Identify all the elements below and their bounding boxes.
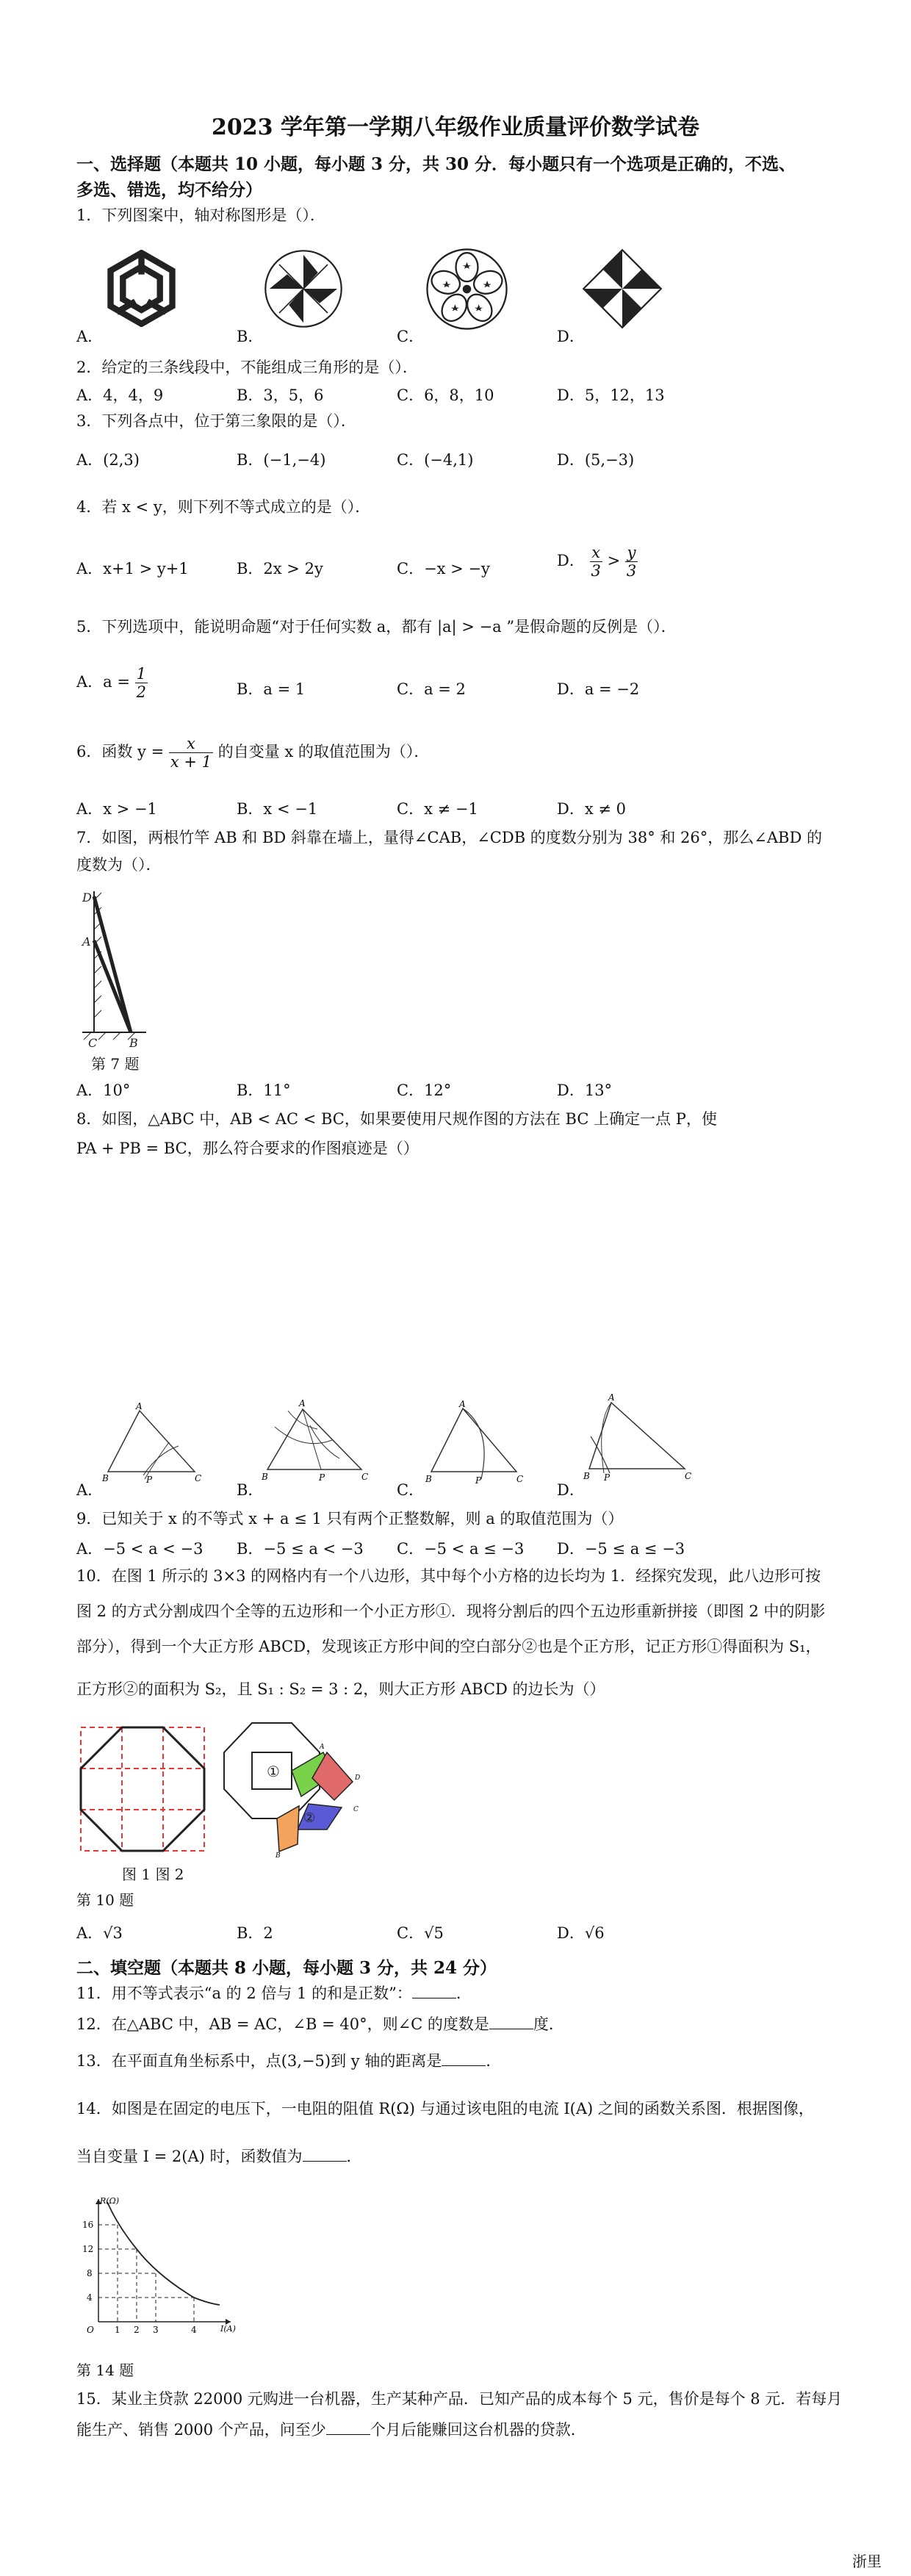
- q8-figure-c: [422, 1400, 525, 1486]
- q10-stem-line1: 10．在图 1 所示的 3×3 的网格内有一个八边形，其中每个小方格的边长均为 1．经探究发现，此八边形可按: [76, 1567, 821, 1585]
- q5-opta-num: 1: [136, 665, 147, 683]
- q6-option-a[interactable]: A．x > −1: [76, 800, 157, 818]
- q4-option-d[interactable]: [557, 544, 638, 580]
- q14-x-tick-3: 3: [153, 2325, 159, 2333]
- q13-end: ．: [486, 2052, 502, 2070]
- q4-stem: 4．若 x < y，则下列不等式成立的是（）．: [76, 498, 371, 516]
- q12-answer-blank[interactable]: [489, 2014, 533, 2029]
- q8b-label-a: A: [299, 1398, 306, 1408]
- q10-stem-line4: 正方形②的面积为 S₂，且 S₁ : S₂ = 3 : 2，则大正方形 ABCD 的边长为（）: [76, 1680, 605, 1698]
- q5-option-b[interactable]: B．a = 1: [237, 680, 306, 698]
- q4-optd-num2: y: [625, 544, 638, 562]
- q8-figure-d: [582, 1392, 692, 1486]
- q5-stem: 5．下列选项中，能说明命题“对于任何实数 a，都有 |a| > −a ”是假命题的反例是（）．: [76, 618, 677, 636]
- q4-option-a[interactable]: A．x+1 > y+1: [76, 560, 189, 578]
- q1-option-d[interactable]: D．: [557, 328, 585, 345]
- q8c-label-a: A: [459, 1400, 466, 1409]
- q8a-label-p: P: [146, 1475, 153, 1485]
- q14-y-tick-8: 8: [87, 2268, 93, 2278]
- q8-option-c[interactable]: C．: [397, 1481, 425, 1499]
- q7-stem-line1: 7．如图，两根竹竿 AB 和 BD 斜靠在墙上，量得∠CAB，∠CDB 的度数分别为 38° 和 26°，那么∠ABD 的: [76, 829, 822, 846]
- q14-answer-blank[interactable]: [303, 2146, 347, 2162]
- q14-x-axis-label: I(A): [220, 2324, 236, 2333]
- q1-figure-c-flower: [425, 247, 509, 331]
- q6-stem: [76, 735, 429, 771]
- exam-title: 2023 学年第一学期八年级作业质量评价数学试卷: [212, 115, 699, 140]
- q14-origin: O: [87, 2325, 94, 2333]
- q13-line: [76, 2050, 501, 2072]
- q8c-label-b: B: [425, 1474, 432, 1484]
- q14-y-tick-16: 16: [82, 2220, 94, 2230]
- q7-option-c[interactable]: C．12°: [397, 1082, 452, 1099]
- section2-heading: 二、填空题（本题共 8 小题，每小题 3 分，共 24 分）: [76, 1958, 497, 1978]
- q1-stem: 1．下列图案中，轴对称图形是（）．: [76, 206, 325, 224]
- q10-mark-square2: ②: [303, 1810, 316, 1826]
- q6-stem-frac: [169, 735, 213, 771]
- q10-stem-line2: 图 2 的方式分割成四个全等的五边形和一个小正方形①．现将分割后的四个五边形重新拼接（即图 2 中的阴影: [76, 1602, 826, 1620]
- q5-option-a[interactable]: [76, 665, 148, 701]
- q12-line: [76, 2013, 564, 2035]
- q11-end: ．: [455, 1985, 472, 2002]
- q8a-label-b: B: [102, 1473, 109, 1483]
- q8b-label-c: C: [361, 1472, 369, 1482]
- q1-figure-b-pinwheel: [263, 248, 344, 329]
- q5-option-c[interactable]: C．a = 2: [397, 680, 466, 698]
- q3-option-b[interactable]: B．(−1,−4): [237, 451, 326, 469]
- q14-graph-r-vs-i: [76, 2193, 238, 2333]
- q5-opta-den: 2: [136, 683, 147, 701]
- q2-option-c[interactable]: C．6，8，10: [397, 386, 494, 404]
- q7-label-c: C: [88, 1036, 98, 1050]
- q4-option-d-frac2: [625, 544, 638, 580]
- q8d-label-p: P: [604, 1472, 611, 1483]
- q8-option-b[interactable]: B．: [237, 1481, 264, 1499]
- q4-optd-num1: x: [590, 544, 602, 562]
- q6-stem-den: x + 1: [170, 753, 212, 771]
- q9-option-b[interactable]: B．−5 ≤ a < −3: [237, 1540, 364, 1558]
- q10-figure2-pentagons: [217, 1719, 364, 1859]
- q12-end: 度．: [533, 2015, 564, 2033]
- q1-option-a[interactable]: A．: [76, 328, 104, 345]
- q3-option-c[interactable]: C．(−4,1): [397, 451, 474, 469]
- q4-optd-den2: 3: [626, 562, 637, 580]
- q3-stem: 3．下列各点中，位于第三象限的是（）．: [76, 412, 356, 430]
- q5-option-a-frac: [135, 665, 148, 701]
- q14-stem-line1: 14．如图是在固定的电压下，一电阻的阻值 R(Ω) 与通过该电阻的电流 I(A) 之间的函数关系图．根据图像，: [76, 2100, 814, 2118]
- q5-option-d[interactable]: D．a = −2: [557, 680, 640, 698]
- q14-line2: [76, 2145, 362, 2167]
- q8c-label-c: C: [516, 1474, 524, 1484]
- q10-option-c[interactable]: C．√5: [397, 1924, 444, 1942]
- q14-caption: 第 14 题: [76, 2361, 134, 2379]
- q10-option-a[interactable]: A．√3: [76, 1924, 123, 1942]
- q4-option-c[interactable]: C．−x > −y: [397, 560, 490, 578]
- q10-caption: 第 10 题: [76, 1891, 134, 1909]
- q7-label-d: D: [82, 891, 92, 904]
- q8b-label-b: B: [262, 1472, 268, 1482]
- q10-stem-line3: 部分），得到一个大正方形 ABCD，发现该正方形中间的空白部分②也是个正方形，记正方形①得面积为 S₁，: [76, 1638, 821, 1655]
- q8a-label-a: A: [136, 1402, 143, 1411]
- q12-stem: 12．在△ABC 中，AB = AC，∠B = 40°，则∠C 的度数是: [76, 2015, 489, 2033]
- q6-option-d[interactable]: D．x ≠ 0: [557, 800, 626, 818]
- q6-option-b[interactable]: B．x < −1: [237, 800, 318, 818]
- q8c-label-p: P: [475, 1475, 482, 1486]
- q4-option-b[interactable]: B．2x > 2y: [237, 560, 323, 578]
- q8-stem-line1: 8．如图，△ABC 中，AB < AC < BC，如果要使用尺规作图的方法在 BC 上确定一点 P，使: [76, 1110, 717, 1128]
- q8d-label-c: C: [685, 1471, 692, 1481]
- q7-label-b: B: [129, 1036, 138, 1050]
- q7-stem-line2: 度数为（）．: [76, 856, 162, 874]
- q9-stem: 9．已知关于 x 的不等式 x + a ≤ 1 只有两个正整数解，则 a 的取值范围为（）: [76, 1510, 624, 1528]
- q8d-label-a: A: [608, 1392, 615, 1403]
- q10-fig2-label-d: D: [355, 1774, 361, 1782]
- q6-option-c[interactable]: C．x ≠ −1: [397, 800, 478, 818]
- q1-figure-d-diamond: [582, 248, 663, 329]
- q15-answer-blank[interactable]: [326, 2420, 370, 2435]
- q10-fig2-label-a: A: [320, 1744, 325, 1751]
- q14-y-axis-label: R(Ω): [100, 2196, 119, 2206]
- q1-figure-a-hexagon-knot: [103, 250, 180, 327]
- q7-option-d[interactable]: D．13°: [557, 1082, 613, 1099]
- q4-optd-den1: 3: [591, 562, 601, 580]
- q6-stem-post: 的自变量 x 的取值范围为（）．: [217, 743, 430, 760]
- q11-stem: 11．用不等式表示“a 的 2 倍与 1 的和是正数”：: [76, 1985, 412, 2002]
- q14-stem-line2: 当自变量 I = 2(A) 时，函数值为: [76, 2148, 303, 2165]
- q9-option-c[interactable]: C．−5 < a ≤ −3: [397, 1540, 525, 1558]
- q15-stem-line1: 15．某业主贷款 22000 元购进一台机器，生产某种产品．已知产品的成本每个 5 元，售价是每个 8 元．若每月: [76, 2390, 843, 2408]
- q10-fig2-label-b: B: [276, 1852, 281, 1859]
- q6-stem-num: x: [169, 735, 213, 753]
- q8d-label-b: B: [583, 1471, 590, 1481]
- section1-heading: 一、选择题（本题共 10 小题，每小题 3 分，共 30 分．每小题只有一个选项是正确的，不选、: [76, 154, 796, 174]
- q7-option-a[interactable]: A．10°: [76, 1082, 131, 1099]
- q2-stem: 2．给定的三条线段中，不能组成三角形的是（）．: [76, 359, 418, 376]
- q3-option-d[interactable]: D．(5,−3): [557, 451, 635, 469]
- q4-option-d-frac1: [590, 544, 602, 580]
- q7-figure-bamboo-wall: [76, 885, 157, 1051]
- q10-option-d[interactable]: D．√6: [557, 1924, 605, 1942]
- q2-option-d[interactable]: D．5，12，13: [557, 386, 665, 404]
- q6-stem-pre: 6．函数 y =: [76, 743, 165, 760]
- q10-option-b[interactable]: B．2: [237, 1924, 273, 1942]
- q14-y-tick-4: 4: [87, 2292, 93, 2303]
- q9-option-a[interactable]: A．−5 < a < −3: [76, 1540, 204, 1558]
- q3-option-a[interactable]: A．(2,3): [76, 451, 140, 469]
- q1-option-b[interactable]: B．: [237, 328, 264, 345]
- q11-line: [76, 1982, 472, 2004]
- q11-answer-blank[interactable]: [412, 1983, 456, 1998]
- q15-stem-line2-pre: 能生产、销售 2000 个产品，问至少: [76, 2421, 326, 2439]
- q8-figure-a: [99, 1402, 202, 1486]
- q10-mark-square1: ①: [267, 1763, 280, 1780]
- q15-stem-line2-post: 个月后能赚回这台机器的贷款．: [370, 2421, 586, 2439]
- q14-x-tick-1: 1: [115, 2325, 120, 2333]
- q7-label-a: A: [82, 935, 91, 949]
- q9-option-d[interactable]: D．−5 ≤ a ≤ −3: [557, 1540, 685, 1558]
- q15-line2: [76, 2419, 586, 2441]
- q8-stem-line2: PA + PB = BC，那么符合要求的作图痕迹是（）: [76, 1140, 419, 1157]
- section1-heading-cont: 多选、错选，均不给分）: [76, 180, 262, 200]
- q13-stem: 13．在平面直角坐标系中，点(3,−5)到 y 轴的距离是: [76, 2052, 442, 2070]
- q10-figure1-octagon-grid: [76, 1723, 209, 1855]
- q7-option-b[interactable]: B．11°: [237, 1082, 291, 1099]
- q10-fig2-label-c: C: [353, 1806, 359, 1813]
- q14-x-tick-2: 2: [134, 2325, 140, 2333]
- q14-y-tick-12: 12: [82, 2244, 94, 2254]
- q14-x-tick-4: 4: [191, 2325, 197, 2333]
- q8a-label-c: C: [195, 1473, 202, 1483]
- q4-option-d-label: D．: [557, 552, 585, 569]
- q2-option-a[interactable]: A．4，4，9: [76, 386, 164, 404]
- q8-option-d[interactable]: D．: [557, 1481, 585, 1499]
- q8b-label-p: P: [319, 1472, 325, 1483]
- q8-option-a[interactable]: A．: [76, 1481, 104, 1499]
- q8-figure-b: [259, 1396, 372, 1486]
- q10-figure-caption: 图 1 图 2: [122, 1866, 184, 1883]
- q4-option-d-op: >: [607, 552, 621, 569]
- q14-end: ．: [346, 2148, 362, 2165]
- q7-caption: 第 7 题: [91, 1055, 140, 1073]
- q2-option-b[interactable]: B．3，5，6: [237, 386, 324, 404]
- footer-mark: 浙里: [852, 2552, 882, 2570]
- q1-option-c[interactable]: C．: [397, 328, 425, 345]
- q5-option-a-label: A．a =: [76, 673, 130, 691]
- q13-answer-blank[interactable]: [442, 2051, 486, 2066]
